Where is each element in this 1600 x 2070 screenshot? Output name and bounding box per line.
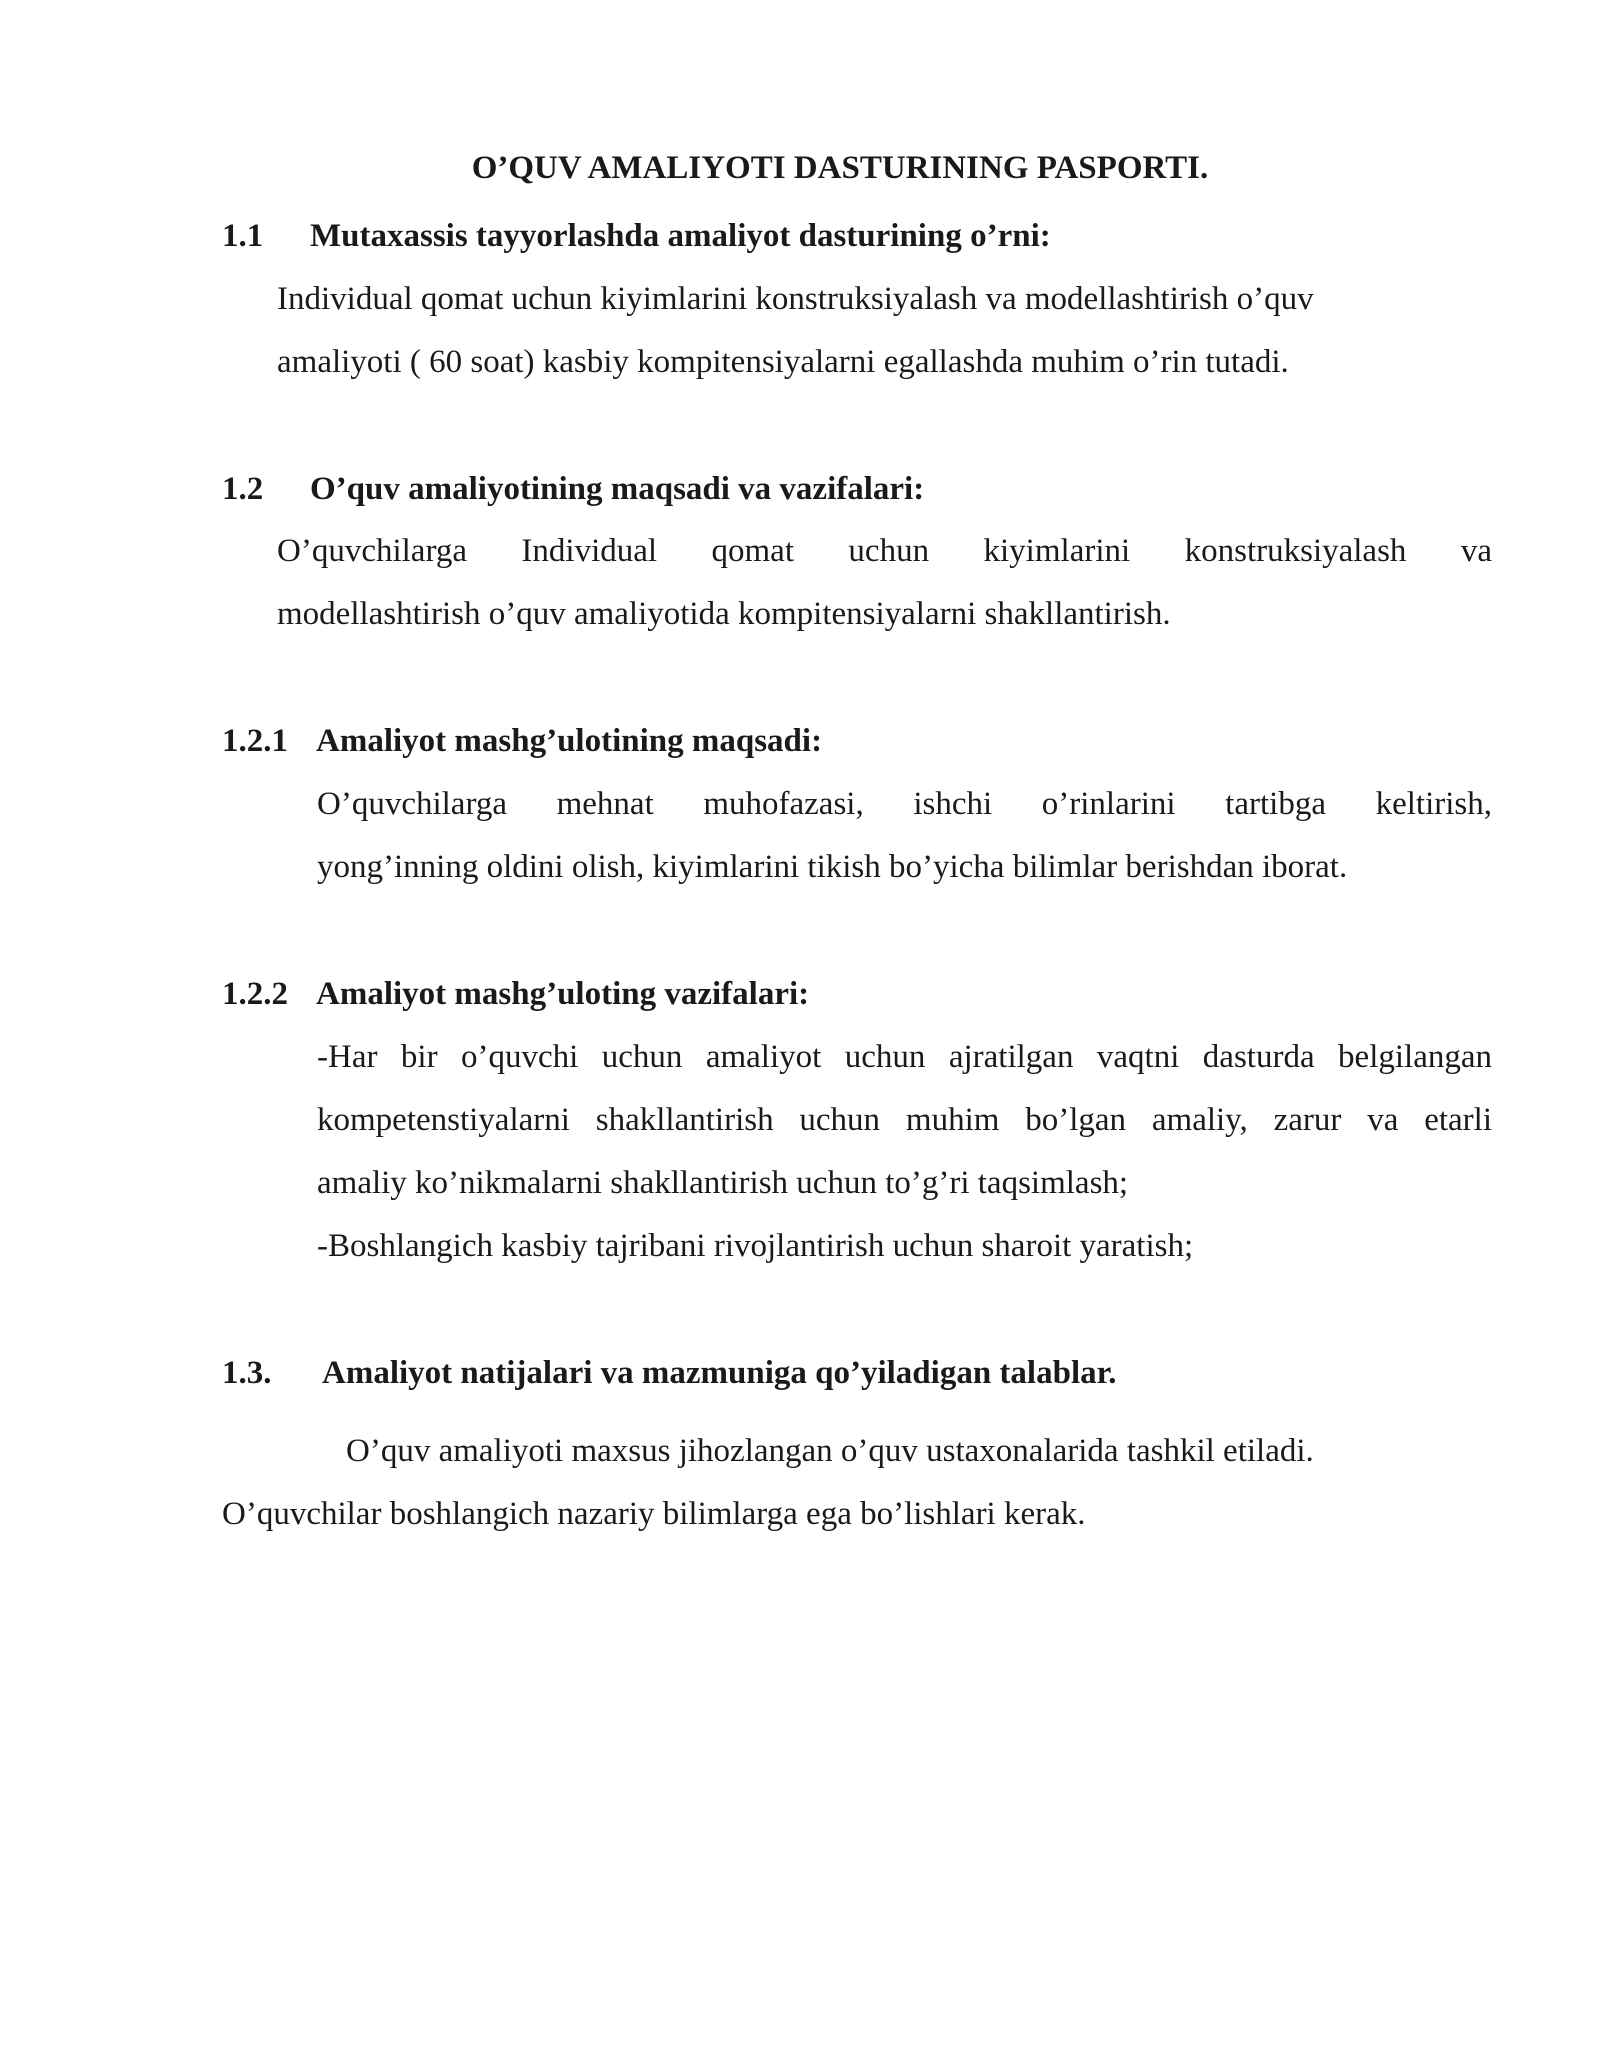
body-line: O’quvchilar boshlangich nazariy bilimlarga ega bo’lishlari kerak.: [222, 1496, 1086, 1532]
section-number: 1.3.: [222, 1355, 272, 1391]
section-title: Mutaxassis tayyorlashda amaliyot dasturining o’rni:: [310, 218, 1051, 254]
body-line: modellashtirish o’quv amaliyotida kompitensiyalarni shakllantirish.: [277, 596, 1171, 632]
section-title: Amaliyot natijalari va mazmuniga qo’yiladigan talablar.: [322, 1355, 1117, 1391]
section-number: 1.2.2: [222, 976, 288, 1012]
body-line: Individual qomat uchun kiyimlarini konstruksiyalash va modellashtirish o’quv: [277, 281, 1314, 317]
section-body-1-3: [222, 1420, 1492, 1546]
section-number: 1.1: [222, 218, 264, 254]
document-title: O’QUV AMALIYOTI DASTURINING PASPORTI.: [471, 150, 1209, 186]
section-body-1-2: [277, 520, 1492, 646]
section-body-1-2-1: [317, 773, 1492, 899]
body-line: -Boshlangich kasbiy tajribani rivojlantirish uchun sharoit yaratish;: [317, 1228, 1194, 1264]
body-line: yong’inning oldini olish, kiyimlarini tikish bo’yicha bilimlar berishdan iborat.: [317, 849, 1348, 885]
body-line: amaliyoti ( 60 soat) kasbiy kompitensiyalarni egallashda muhim o’rin tutadi.: [277, 344, 1289, 380]
section-number: 1.2: [222, 471, 264, 507]
body-line: -Har bir o’quvchi uchun amaliyot uchun ajratilgan vaqtni dasturda belgilangan: [317, 1039, 1492, 1075]
body-line: O’quvchilarga mehnat muhofazasi, ishchi o’rinlarini tartibga keltirish,: [317, 786, 1492, 822]
body-line: amaliy ko’nikmalarni shakllantirish uchun to’g’ri taqsimlash;: [317, 1165, 1129, 1201]
section-title: Amaliyot mashg’ulotining maqsadi:: [316, 723, 823, 759]
body-line: kompetenstiyalarni shakllantirish uchun muhim bo’lgan amaliy, zarur va etarli: [317, 1102, 1492, 1138]
section-body-1-2-2: [317, 1026, 1492, 1278]
section-body-1-1: [277, 268, 1492, 394]
section-number: 1.2.1: [222, 723, 288, 759]
body-line: O’quvchilarga Individual qomat uchun kiyimlarini konstruksiyalash va: [277, 533, 1492, 569]
section-title: O’quv amaliyotining maqsadi va vazifalari:: [310, 471, 925, 507]
body-line: O’quv amaliyoti maxsus jihozlangan o’quv ustaxonalarida tashkil etiladi.: [346, 1433, 1314, 1469]
section-title: Amaliyot mashg’uloting vazifalari:: [316, 976, 810, 1012]
